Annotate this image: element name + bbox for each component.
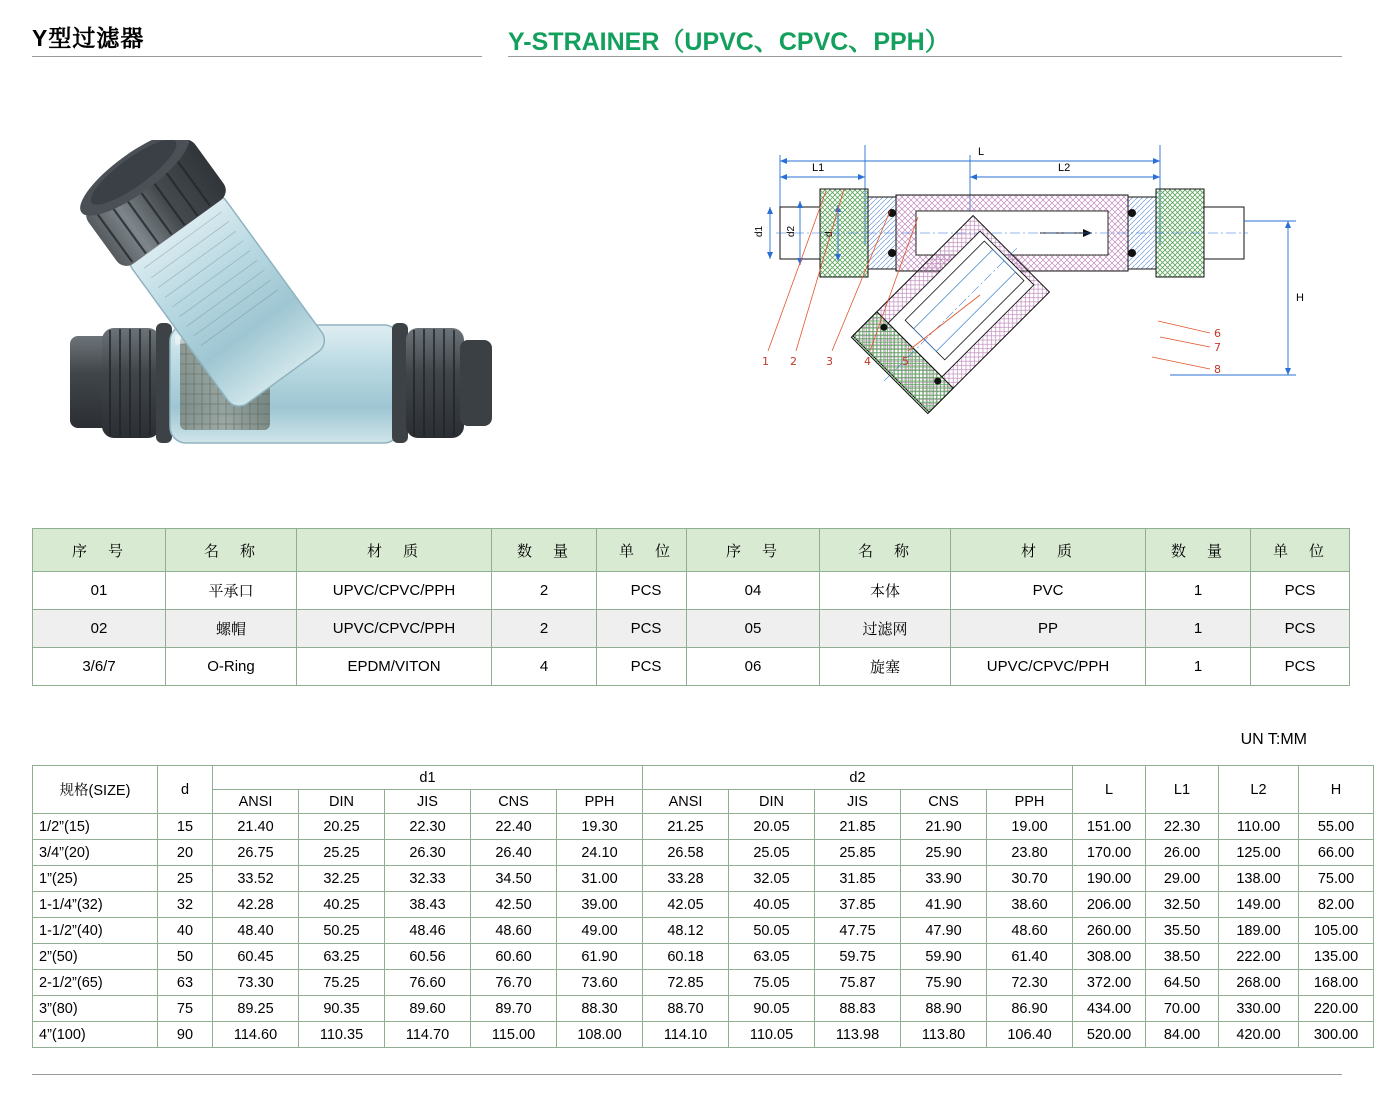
cell-size: 2”(50): [33, 944, 158, 970]
cell-d2-din: 20.05: [729, 814, 815, 840]
cell-material: UPVC/CPVC/PPH: [297, 572, 492, 610]
cell-name: O-Ring: [166, 648, 297, 686]
cell-d2-ansi: 33.28: [643, 866, 729, 892]
cell-size: 3/4”(20): [33, 840, 158, 866]
cell-L1: 32.50: [1146, 892, 1219, 918]
cell-L2: 420.00: [1219, 1022, 1299, 1048]
cell-d1-pph: 108.00: [557, 1022, 643, 1048]
cell-L1: 64.50: [1146, 970, 1219, 996]
cell-d2-ansi: 114.10: [643, 1022, 729, 1048]
dimension-table-body: [33, 814, 1374, 1048]
cell-material: UPVC/CPVC/PPH: [297, 610, 492, 648]
cell-d2-cns: 75.90: [901, 970, 987, 996]
header-L2: L2: [1219, 766, 1299, 814]
left-union-nut: [70, 323, 172, 443]
cell-d1-din: 110.35: [299, 1022, 385, 1048]
cell-d1-jis: 89.60: [385, 996, 471, 1022]
cell-H: 75.00: [1299, 866, 1374, 892]
header-unit: 单 位: [597, 529, 696, 572]
cell-no: 02: [33, 610, 166, 648]
cell-d1-pph: 49.00: [557, 918, 643, 944]
cell-L: 151.00: [1073, 814, 1146, 840]
header-d2: d2: [643, 766, 1073, 790]
cell-H: 220.00: [1299, 996, 1374, 1022]
footer-divider: [32, 1074, 1342, 1075]
cell-d1-din: 90.35: [299, 996, 385, 1022]
cell-d: 50: [158, 944, 213, 970]
cell-d1-pph: 61.90: [557, 944, 643, 970]
cell-d2-jis: 88.83: [815, 996, 901, 1022]
cell-d2-din: 110.05: [729, 1022, 815, 1048]
dim-label-L1: L1: [812, 162, 825, 174]
table-row: [33, 944, 1374, 970]
cell-d1-din: 50.25: [299, 918, 385, 944]
cell-L: 520.00: [1073, 1022, 1146, 1048]
cell-d2-pph: 19.00: [987, 814, 1073, 840]
cell-d2-ansi: 48.12: [643, 918, 729, 944]
table-row: [687, 572, 1350, 610]
cell-name: 旋塞: [820, 648, 951, 686]
header-no: 序 号: [687, 529, 820, 572]
table-header-row: [33, 529, 696, 572]
header-name: 名 称: [166, 529, 297, 572]
cell-d1-jis: 76.60: [385, 970, 471, 996]
cell-d2-cns: 41.90: [901, 892, 987, 918]
cell-d2-jis: 21.85: [815, 814, 901, 840]
header-divider-right: [508, 56, 1342, 57]
cell-d1-ansi: 33.52: [213, 866, 299, 892]
right-union-nut: [392, 323, 492, 443]
cell-L2: 222.00: [1219, 944, 1299, 970]
header-d2-pph: PPH: [987, 790, 1073, 814]
header-d2-din: DIN: [729, 790, 815, 814]
cell-d1-cns: 42.50: [471, 892, 557, 918]
cell-d2-pph: 72.30: [987, 970, 1073, 996]
cell-material: PVC: [951, 572, 1146, 610]
cell-d2-pph: 38.60: [987, 892, 1073, 918]
table-row: [33, 648, 696, 686]
page-header: [0, 20, 1374, 68]
table-row: [33, 610, 696, 648]
cell-d2-ansi: 21.25: [643, 814, 729, 840]
cell-d: 63: [158, 970, 213, 996]
dim-label-L2: L2: [1058, 162, 1071, 174]
cell-d1-din: 40.25: [299, 892, 385, 918]
table-row: [33, 1022, 1374, 1048]
table-header-row: [687, 529, 1350, 572]
header-d1-pph: PPH: [557, 790, 643, 814]
cell-name: 本体: [820, 572, 951, 610]
cell-size: 2-1/2”(65): [33, 970, 158, 996]
cell-d2-pph: 23.80: [987, 840, 1073, 866]
cell-d1-cns: 115.00: [471, 1022, 557, 1048]
cell-unit: PCS: [597, 648, 696, 686]
table-row: [33, 918, 1374, 944]
dim-label-d1: d1: [754, 225, 765, 237]
cell-quantity: 2: [492, 572, 597, 610]
product-photo: [40, 140, 520, 470]
table-header-row-group: [33, 766, 1374, 790]
cell-H: 105.00: [1299, 918, 1374, 944]
callout-6: 6: [1214, 327, 1221, 340]
cell-d1-ansi: 73.30: [213, 970, 299, 996]
cell-d1-din: 63.25: [299, 944, 385, 970]
header-no: 序 号: [33, 529, 166, 572]
header-material: 材 质: [951, 529, 1146, 572]
cell-d: 40: [158, 918, 213, 944]
cell-d2-cns: 25.90: [901, 840, 987, 866]
cell-d2-pph: 106.40: [987, 1022, 1073, 1048]
cell-d2-jis: 113.98: [815, 1022, 901, 1048]
cell-L2: 189.00: [1219, 918, 1299, 944]
cell-quantity: 1: [1146, 572, 1251, 610]
header-quantity: 数 量: [1146, 529, 1251, 572]
cell-d2-din: 40.05: [729, 892, 815, 918]
cell-material: UPVC/CPVC/PPH: [951, 648, 1146, 686]
cell-d1-jis: 22.30: [385, 814, 471, 840]
cell-name: 螺帽: [166, 610, 297, 648]
header-d2-cns: CNS: [901, 790, 987, 814]
table-row: [33, 866, 1374, 892]
cell-d2-pph: 61.40: [987, 944, 1073, 970]
cell-d: 15: [158, 814, 213, 840]
header-L1: L1: [1146, 766, 1219, 814]
cell-H: 82.00: [1299, 892, 1374, 918]
cell-d1-pph: 88.30: [557, 996, 643, 1022]
cell-d: 75: [158, 996, 213, 1022]
cell-d1-din: 25.25: [299, 840, 385, 866]
unit-note: UN T:MM: [1240, 731, 1307, 748]
dim-label-d: d: [824, 231, 835, 237]
cell-H: 135.00: [1299, 944, 1374, 970]
cell-L2: 268.00: [1219, 970, 1299, 996]
table-row: [687, 648, 1350, 686]
page-title-en: Y-STRAINER（UPVC、CPVC、PPH）: [508, 28, 950, 56]
cell-d1-cns: 26.40: [471, 840, 557, 866]
header-size: 规格(SIZE): [33, 766, 158, 814]
cell-L: 372.00: [1073, 970, 1146, 996]
cell-unit: PCS: [1251, 610, 1350, 648]
cell-d2-cns: 33.90: [901, 866, 987, 892]
cell-unit: PCS: [597, 610, 696, 648]
cell-d1-ansi: 60.45: [213, 944, 299, 970]
dimension-table: [32, 765, 1374, 1048]
cell-d2-jis: 47.75: [815, 918, 901, 944]
callout-4: 4: [864, 355, 871, 368]
cell-d1-ansi: 21.40: [213, 814, 299, 840]
header-H: H: [1299, 766, 1374, 814]
cell-d: 25: [158, 866, 213, 892]
header-d2-ansi: ANSI: [643, 790, 729, 814]
cell-L2: 110.00: [1219, 814, 1299, 840]
table-row: [33, 572, 696, 610]
illustration-area: [0, 95, 1374, 495]
cell-d1-cns: 48.60: [471, 918, 557, 944]
cell-name: 平承口: [166, 572, 297, 610]
cell-d2-ansi: 42.05: [643, 892, 729, 918]
table-row: [33, 840, 1374, 866]
cell-L1: 35.50: [1146, 918, 1219, 944]
cell-d: 90: [158, 1022, 213, 1048]
cell-d2-din: 63.05: [729, 944, 815, 970]
cell-quantity: 2: [492, 610, 597, 648]
cell-d1-pph: 31.00: [557, 866, 643, 892]
cell-no: 3/6/7: [33, 648, 166, 686]
cell-d1-cns: 22.40: [471, 814, 557, 840]
cell-no: 05: [687, 610, 820, 648]
cell-size: 1-1/2”(40): [33, 918, 158, 944]
cell-size: 3”(80): [33, 996, 158, 1022]
cell-size: 1”(25): [33, 866, 158, 892]
header-d1: d1: [213, 766, 643, 790]
cell-d1-pph: 24.10: [557, 840, 643, 866]
header-name: 名 称: [820, 529, 951, 572]
cell-d1-cns: 89.70: [471, 996, 557, 1022]
cell-d2-jis: 31.85: [815, 866, 901, 892]
technical-drawing: [740, 125, 1360, 485]
cell-d2-pph: 86.90: [987, 996, 1073, 1022]
cell-d2-pph: 30.70: [987, 866, 1073, 892]
cell-d2-jis: 37.85: [815, 892, 901, 918]
parts-table-right: [686, 528, 1350, 686]
cell-size: 1/2”(15): [33, 814, 158, 840]
cell-material: PP: [951, 610, 1146, 648]
dim-label-L: L: [978, 146, 985, 158]
cell-d1-din: 20.25: [299, 814, 385, 840]
cell-d1-din: 32.25: [299, 866, 385, 892]
callout-8: 8: [1214, 363, 1221, 376]
cell-unit: PCS: [1251, 572, 1350, 610]
header-d1-jis: JIS: [385, 790, 471, 814]
cell-L2: 125.00: [1219, 840, 1299, 866]
header-d1-din: DIN: [299, 790, 385, 814]
cell-d2-cns: 88.90: [901, 996, 987, 1022]
cell-d1-jis: 32.33: [385, 866, 471, 892]
callout-7: 7: [1214, 341, 1221, 354]
cell-material: EPDM/VITON: [297, 648, 492, 686]
cell-quantity: 1: [1146, 648, 1251, 686]
cell-d1-ansi: 114.60: [213, 1022, 299, 1048]
cell-d1-din: 75.25: [299, 970, 385, 996]
cell-no: 06: [687, 648, 820, 686]
cell-d1-cns: 34.50: [471, 866, 557, 892]
header-d2-jis: JIS: [815, 790, 901, 814]
cell-H: 55.00: [1299, 814, 1374, 840]
cell-L2: 330.00: [1219, 996, 1299, 1022]
cell-L2: 149.00: [1219, 892, 1299, 918]
cell-d1-pph: 19.30: [557, 814, 643, 840]
cell-d1-cns: 76.70: [471, 970, 557, 996]
cell-d1-pph: 39.00: [557, 892, 643, 918]
header-d1-cns: CNS: [471, 790, 557, 814]
cell-d2-cns: 59.90: [901, 944, 987, 970]
cell-no: 04: [687, 572, 820, 610]
table-row: [33, 996, 1374, 1022]
cell-d2-jis: 59.75: [815, 944, 901, 970]
cell-L1: 84.00: [1146, 1022, 1219, 1048]
cell-d2-pph: 48.60: [987, 918, 1073, 944]
cell-L: 434.00: [1073, 996, 1146, 1022]
cell-d1-jis: 26.30: [385, 840, 471, 866]
cell-quantity: 4: [492, 648, 597, 686]
cell-L1: 70.00: [1146, 996, 1219, 1022]
header-d: d: [158, 766, 213, 814]
cell-L: 308.00: [1073, 944, 1146, 970]
cell-d1-ansi: 89.25: [213, 996, 299, 1022]
cell-d1-jis: 114.70: [385, 1022, 471, 1048]
cell-L2: 138.00: [1219, 866, 1299, 892]
cell-d: 20: [158, 840, 213, 866]
header-material: 材 质: [297, 529, 492, 572]
cell-L: 170.00: [1073, 840, 1146, 866]
cell-size: 1-1/4”(32): [33, 892, 158, 918]
cell-unit: PCS: [1251, 648, 1350, 686]
callout-3: 3: [826, 355, 833, 368]
cell-L1: 22.30: [1146, 814, 1219, 840]
cell-d1-pph: 73.60: [557, 970, 643, 996]
header-L: L: [1073, 766, 1146, 814]
dim-label-H: H: [1296, 292, 1304, 304]
cell-d2-ansi: 72.85: [643, 970, 729, 996]
page-title-cn: Y型过滤器: [32, 25, 145, 51]
cell-unit: PCS: [597, 572, 696, 610]
table-row: [687, 610, 1350, 648]
header-divider-left: [32, 56, 482, 57]
cell-L: 206.00: [1073, 892, 1146, 918]
table-row: [33, 892, 1374, 918]
cell-d: 32: [158, 892, 213, 918]
dim-label-d2: d2: [786, 225, 797, 237]
cell-d1-ansi: 42.28: [213, 892, 299, 918]
cell-d2-din: 75.05: [729, 970, 815, 996]
cell-d2-din: 32.05: [729, 866, 815, 892]
header-unit: 单 位: [1251, 529, 1350, 572]
cell-d2-cns: 47.90: [901, 918, 987, 944]
cell-d2-jis: 75.87: [815, 970, 901, 996]
cell-d1-jis: 38.43: [385, 892, 471, 918]
cell-H: 66.00: [1299, 840, 1374, 866]
callout-2: 2: [790, 355, 797, 368]
cell-size: 4”(100): [33, 1022, 158, 1048]
cell-d2-jis: 25.85: [815, 840, 901, 866]
cell-d2-din: 90.05: [729, 996, 815, 1022]
callout-1: 1: [762, 355, 769, 368]
cell-d2-cns: 113.80: [901, 1022, 987, 1048]
table-row: [33, 814, 1374, 840]
cell-L1: 38.50: [1146, 944, 1219, 970]
cell-d2-ansi: 26.58: [643, 840, 729, 866]
cell-d2-din: 50.05: [729, 918, 815, 944]
cell-no: 01: [33, 572, 166, 610]
cell-d1-ansi: 48.40: [213, 918, 299, 944]
cell-L1: 29.00: [1146, 866, 1219, 892]
cell-H: 168.00: [1299, 970, 1374, 996]
cell-H: 300.00: [1299, 1022, 1374, 1048]
cell-L1: 26.00: [1146, 840, 1219, 866]
cell-L: 190.00: [1073, 866, 1146, 892]
cell-L: 260.00: [1073, 918, 1146, 944]
callout-5: 5: [902, 355, 909, 368]
cell-d2-ansi: 88.70: [643, 996, 729, 1022]
cell-d1-jis: 60.56: [385, 944, 471, 970]
parts-table-left: [32, 528, 696, 686]
cell-d2-cns: 21.90: [901, 814, 987, 840]
cell-quantity: 1: [1146, 610, 1251, 648]
cell-name: 过滤网: [820, 610, 951, 648]
header-d1-ansi: ANSI: [213, 790, 299, 814]
cell-d1-ansi: 26.75: [213, 840, 299, 866]
cell-d2-ansi: 60.18: [643, 944, 729, 970]
cell-d1-cns: 60.60: [471, 944, 557, 970]
table-row: [33, 970, 1374, 996]
header-quantity: 数 量: [492, 529, 597, 572]
cell-d2-din: 25.05: [729, 840, 815, 866]
cell-d1-jis: 48.46: [385, 918, 471, 944]
